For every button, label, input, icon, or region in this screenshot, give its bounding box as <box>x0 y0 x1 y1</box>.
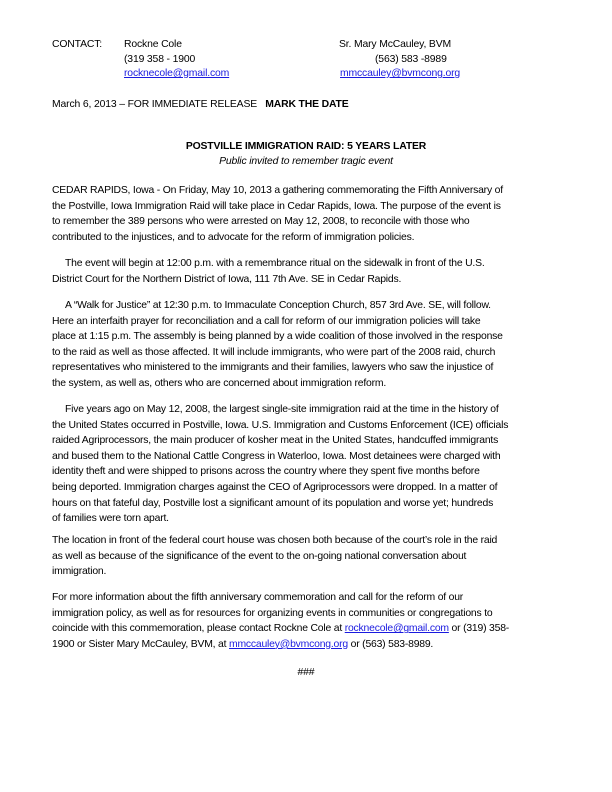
paragraph-line: CEDAR RAPIDS, Iowa - On Friday, May 10, 2013 a gathering commemorating the Fifth Anniversary of <box>52 185 503 196</box>
paragraph-line: The event will begin at 12:00 p.m. with a remembrance ritual on the sidewalk in front of the U.S. <box>65 258 485 269</box>
paragraph-line: hours on that fateful day, Postville lost a significant amount of its population and worse yet; hundreds <box>52 497 494 509</box>
contact-left-phone: (319 358 - 1900 <box>124 54 196 65</box>
contact-label: CONTACT: <box>52 39 102 50</box>
paragraph-line: place at 1:15 p.m. The assembly is being planned by a wide coalition of those involved in the response <box>52 331 503 343</box>
contact-right-phone: (563) 583 -8989 <box>375 54 447 65</box>
paragraph-line: the United States occurred in Postville, Iowa. U.S. Immigration and Customs Enforcement (ICE) officials <box>52 419 509 431</box>
closing-text: or (319) 358- <box>448 623 510 635</box>
paragraph-line: Five years ago on May 12, 2008, the largest single-site immigration raid at the time in the history of <box>65 404 499 415</box>
paragraph-line: being deported. Immigration charges against the CEO of Agriprocessors were dropped. In a matter of <box>52 481 498 493</box>
paragraph-history <box>52 402 562 527</box>
paragraph-line: raided Agriprocessors, the main producer of kosher meat in the United States, handcuffed immigrants <box>52 435 499 447</box>
paragraph-line: contributed to the injustices, and to advocate for the reform of immigration policies. <box>52 231 415 243</box>
paragraph-intro <box>52 183 562 245</box>
paragraph-line: to remember the 389 persons who were arrested on May 12, 2008, to reconcile with those who <box>52 216 470 228</box>
paragraph-line: Here an interfaith prayer for reconciliation and a call for reform of our immigration policies will take <box>52 315 481 327</box>
paragraph-line: representatives who ministered to the immigrants and their families, lawyers who saw the injustice of <box>52 362 494 374</box>
paragraph-line: of families were torn apart. <box>52 513 169 525</box>
paragraph-line: the system, as well as, others who are concerned about immigration reform. <box>52 377 387 389</box>
headline-title: POSTVILLE IMMIGRATION RAID: 5 YEARS LATER <box>185 141 427 152</box>
paragraph-line: the Postville, Iowa Immigration Raid will take place in Cedar Rapids, Iowa. The purpose of the event is <box>52 200 501 212</box>
paragraph-more-info <box>52 590 562 652</box>
contact-left-email-link[interactable]: rocknecole@gmail.com <box>124 68 230 79</box>
paragraph-line: identity theft and were shipped to prisons across the country where they spent five months before <box>52 466 480 478</box>
paragraph-line: A “Walk for Justice” at 12:30 p.m. to Immaculate Conception Church, 857 3rd Ave. SE, will follow. <box>65 300 491 311</box>
closing-text: 1900 or Sister Mary McCauley, BVM, at <box>52 638 229 650</box>
mccauley-email-link[interactable]: mmccauley@bvmcong.org <box>229 638 348 650</box>
contact-right-name: Sr. Mary McCauley, BVM <box>339 39 451 50</box>
paragraph-location <box>52 533 562 580</box>
closing-text: coincide with this commemoration, please contact Rockne Cole at <box>52 623 345 635</box>
closing-text: or (563) 583-8989. <box>347 638 434 650</box>
rockne-email-link[interactable]: rocknecole@gmail.com <box>344 623 449 635</box>
paragraph-line: District Court for the Northern District of Iowa, 111 7th Ave. SE in Cedar Rapids. <box>52 273 402 285</box>
paragraph-line <box>52 621 562 637</box>
paragraph-line: to the raid as well as those affected. It will include immigrants, who were part of the 2008 raid, church <box>52 346 496 358</box>
contact-left-name: Rockne Cole <box>124 39 182 50</box>
end-mark: ### <box>297 667 315 678</box>
paragraph-line: as well as because of the significance of the event to the on-going national conversation about <box>52 550 467 562</box>
paragraph-line <box>52 637 562 653</box>
headline-subtitle: Public invited to remember tragic event <box>219 156 393 167</box>
release-date-text: March 6, 2013 – FOR IMMEDIATE RELEASE <box>52 99 258 110</box>
paragraph-line: The location in front of the federal court house was chosen both because of the court’s role in the raid <box>52 535 498 546</box>
paragraph-event-start <box>52 256 562 287</box>
paragraph-walk-for-justice <box>52 298 562 392</box>
mark-the-date: MARK THE DATE <box>265 99 349 110</box>
release-line <box>52 98 349 111</box>
contact-right-email-link[interactable]: mmccauley@bvmcong.org <box>340 68 461 79</box>
paragraph-line: immigration policy, as well as for resources for organizing events in communities or congregations to <box>52 607 493 619</box>
paragraph-line: and bused them to the National Cattle Congress in Waterloo, Iowa. Most detainees were charged with <box>52 450 501 462</box>
paragraph-line: For more information about the fifth anniversary commemoration and call for the reform of our <box>52 592 464 603</box>
paragraph-line: immigration. <box>52 566 107 578</box>
